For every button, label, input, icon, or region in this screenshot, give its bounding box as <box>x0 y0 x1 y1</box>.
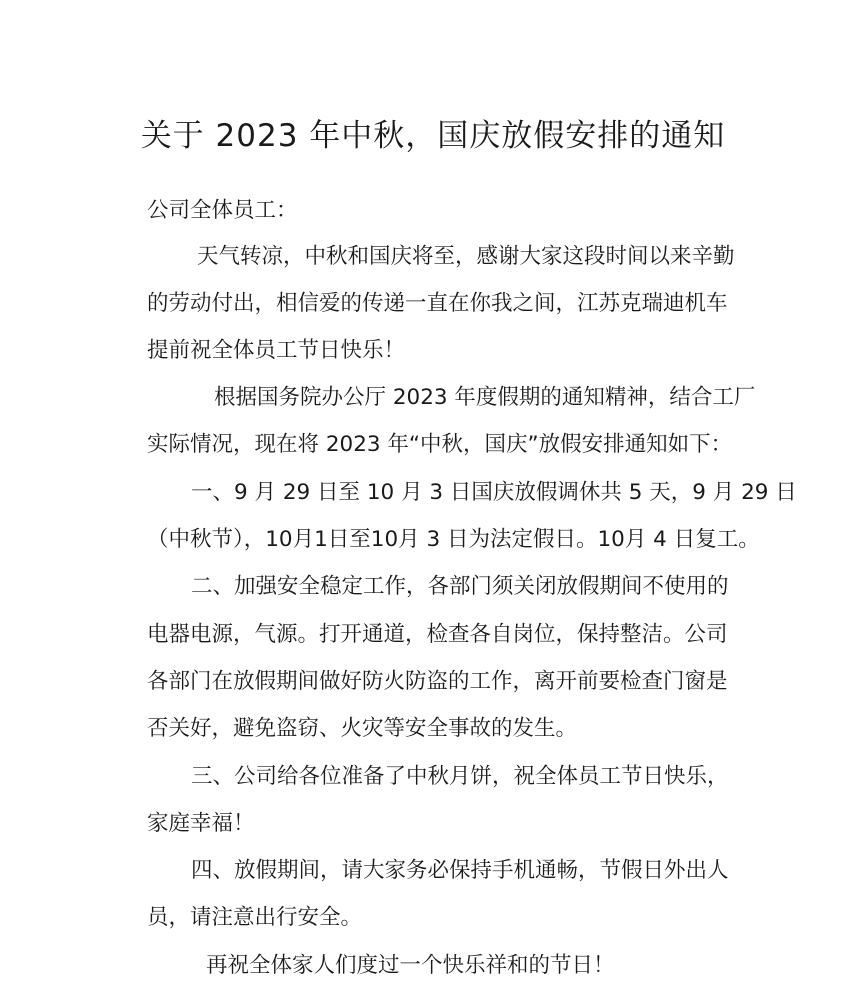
paragraph-2-line-1: 根据国务院办公厅 2023 年度假期的通知精神，结合工厂 <box>214 385 756 410</box>
item-1-line-1: 一、9 月 29 日至 10 月 3 日国庆放假调休共 5 天，9 月 29 日 <box>191 480 797 505</box>
item-3-line-2: 家庭幸福！ <box>147 811 255 836</box>
item-3-line-1: 三、公司给各位准备了中秋月饼，祝全体员工节日快乐， <box>191 764 729 789</box>
item-2-line-2: 电器电源，气源。打开通道，检查各自岗位，保持整洁。公司 <box>147 622 728 647</box>
paragraph-1-line-2: 的劳动付出，相信爱的传递一直在你我之间，江苏克瑞迪机车 <box>147 291 728 316</box>
closing-wish: 再祝全体家人们度过一个快乐祥和的节日！ <box>206 953 615 978</box>
paragraph-2-line-2: 实际情况，现在将 2023 年“中秋，国庆”放假安排通知如下： <box>147 432 733 457</box>
item-2-line-1: 二、加强安全稳定工作，各部门须关闭放假期间不使用的 <box>191 574 729 599</box>
document-title: 关于 2023 年中秋，国庆放假安排的通知 <box>140 118 726 154</box>
salutation: 公司全体员工： <box>147 198 298 223</box>
item-4-line-2: 员，请注意出行安全。 <box>147 905 363 930</box>
paragraph-1-line-3: 提前祝全体员工节日快乐！ <box>147 338 406 363</box>
item-2-line-3: 各部门在放假期间做好防火防盗的工作，离开前要检查门窗是 <box>147 669 728 694</box>
item-2-line-4: 否关好，避免盗窃、火灾等安全事故的发生。 <box>147 716 578 741</box>
paragraph-1-line-1: 天气转凉，中秋和国庆将至，感谢大家这段时间以来辛勤 <box>197 244 735 269</box>
item-1-line-2: （中秋节），10月1日至10月 3 日为法定假日。10月 4 日复工。 <box>147 527 760 552</box>
item-4-line-1: 四、放假期间，请大家务必保持手机通畅，节假日外出人 <box>191 858 729 883</box>
